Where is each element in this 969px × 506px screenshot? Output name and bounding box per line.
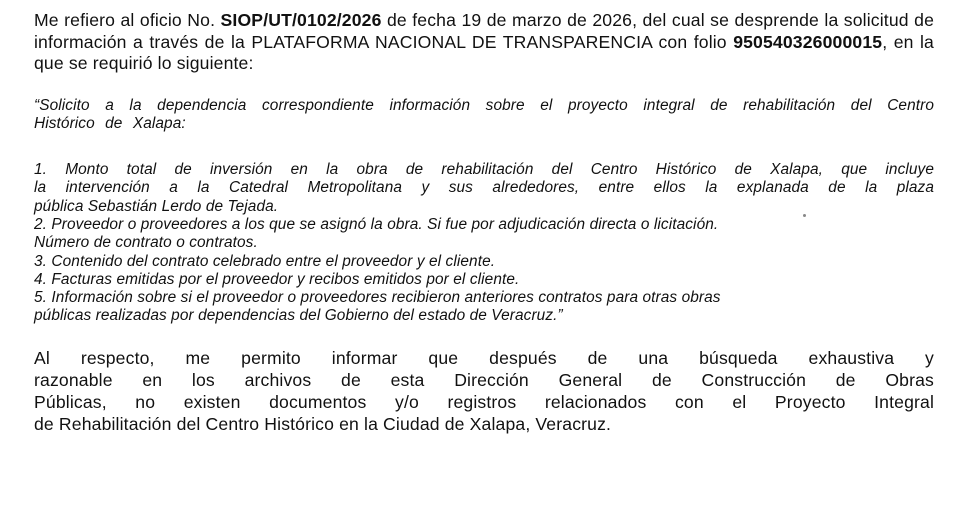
intro-text-1: Me refiero al oficio No. bbox=[34, 10, 221, 30]
request-item-1-line-2: la intervención a la Catedral Metropolitana y sus alrededores, entre ellos la explanada de la plaza bbox=[34, 179, 934, 197]
request-item-4: 4. Facturas emitidas por el proveedor y recibos emitidos por el cliente. bbox=[34, 270, 520, 288]
request-item-5-line-2: públicas realizadas por dependencias del Gobierno del estado de Veracruz.” bbox=[34, 307, 563, 325]
request-item-3: 3. Contenido del contrato celebrado entre el proveedor y el cliente. bbox=[34, 252, 496, 270]
intro-paragraph bbox=[34, 10, 934, 75]
request-item-2-line-1: 2. Proveedor o proveedores a los que se asignó la obra. Si fue por adjudicación directa o licitación. bbox=[34, 215, 719, 233]
oficio-number: SIOP/UT/0102/2026 bbox=[220, 10, 382, 30]
document-page bbox=[34, 10, 934, 435]
response-line-4: de Rehabilitación del Centro Histórico en la Ciudad de Xalapa, Veracruz. bbox=[34, 413, 612, 434]
request-item-2-line-2: Número de contrato o contratos. bbox=[34, 234, 258, 252]
request-list bbox=[34, 161, 934, 326]
response-line-2: razonable en los archivos de esta Dirección General de Construcción de Obras bbox=[34, 369, 934, 390]
request-item-1-line-3: pública Sebastián Lerdo de Tejada. bbox=[34, 197, 279, 215]
intro-text-3: , en la que se requirió lo siguiente: bbox=[34, 31, 934, 73]
request-opening: “Solicito a la dependencia correspondiente información sobre el proyecto integral de rehabilitación del Centro Histórico de Xalapa: bbox=[34, 96, 934, 132]
request-item-5-line-1: 5. Información sobre si el proveedor o proveedores recibieron anteriores contratos para otras obras bbox=[34, 289, 721, 307]
response-line-1: Al respecto, me permito informar que después de una búsqueda exhaustiva y bbox=[34, 347, 934, 368]
response-paragraph bbox=[34, 347, 934, 435]
response-line-3: Públicas, no existen documentos y/o registros relacionados con el Proyecto Integral bbox=[34, 391, 934, 412]
request-item-1-line-1: 1. Monto total de inversión en la obra de rehabilitación del Centro Histórico de Xalapa, que incluye bbox=[34, 161, 934, 179]
intro-text-2: de fecha 19 de marzo de 2026, del cual se desprende la solicitud de información a través de la PLATAFORMA NACIONAL DE TRANSPARENCIA con folio bbox=[34, 10, 935, 52]
scan-speck bbox=[803, 214, 806, 217]
folio-number: 950540326000015 bbox=[733, 31, 883, 52]
